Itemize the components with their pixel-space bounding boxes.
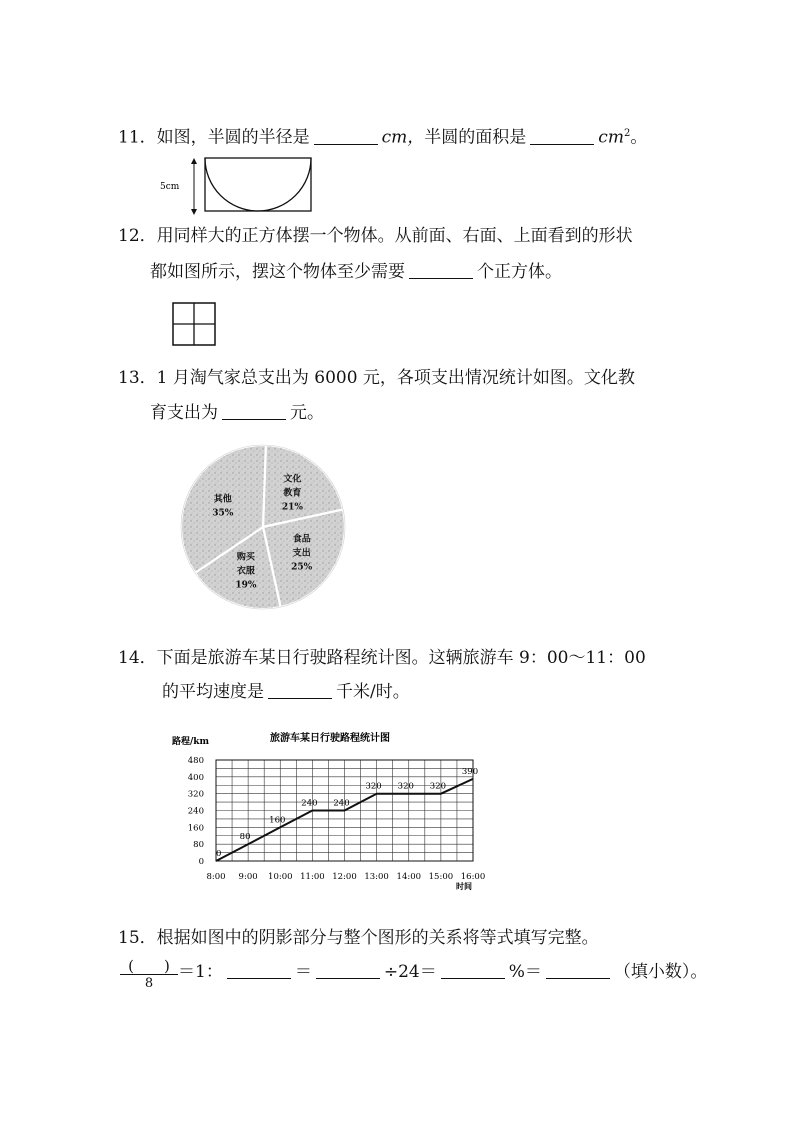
question-11 bbox=[118, 124, 647, 148]
q15-fraction-denominator: 8 bbox=[144, 976, 154, 991]
semicircle-figure bbox=[158, 154, 328, 218]
pie-slice-label: 教育 bbox=[283, 488, 302, 499]
q15-eq-5: （填小数）。 bbox=[613, 962, 708, 982]
q11-unit-2: cm bbox=[598, 127, 624, 148]
q12-number: 12． bbox=[118, 226, 157, 246]
q14-text-1: 下面是旅游车某日行驶路程统计图。这辆旅游车 9：00～11：00 bbox=[156, 648, 646, 668]
cube-view-figure bbox=[172, 302, 218, 348]
y-tick-label: 240 bbox=[187, 806, 204, 817]
question-14-line-1 bbox=[118, 648, 646, 668]
x-tick-label: 16:00 bbox=[460, 872, 486, 882]
x-tick-label: 9:00 bbox=[238, 872, 258, 882]
question-14-line-2 bbox=[162, 682, 410, 702]
q12-blank-count[interactable] bbox=[409, 262, 473, 279]
y-tick-label: 80 bbox=[193, 840, 204, 851]
q15-fraction bbox=[118, 955, 180, 995]
q11-number: 11． bbox=[118, 127, 157, 148]
q14-text-2: 的平均速度是 bbox=[162, 682, 264, 702]
travel-distance-line-chart bbox=[168, 726, 488, 896]
pie-slice-label: 支出 bbox=[292, 548, 311, 559]
q15-blank-percent[interactable] bbox=[441, 962, 505, 979]
chart-xlabel: 时间 bbox=[456, 881, 472, 891]
q15-eq-1: ＝1： bbox=[178, 962, 223, 982]
q14-number: 14． bbox=[118, 648, 157, 668]
question-15-line-1 bbox=[118, 928, 599, 948]
data-point-label: 390 bbox=[461, 766, 479, 777]
q14-text-3: 千米/时。 bbox=[336, 682, 410, 702]
q11-unit-1: cm， bbox=[381, 127, 425, 148]
q11-blank-radius[interactable] bbox=[314, 128, 378, 145]
q15-eq-4: %＝ bbox=[508, 962, 542, 982]
semicircle-height-label: 5cm bbox=[160, 182, 180, 192]
x-tick-label: 11:00 bbox=[300, 872, 325, 882]
x-tick-label: 12:00 bbox=[332, 872, 357, 882]
x-tick-label: 8:00 bbox=[206, 872, 226, 882]
expense-pie-chart bbox=[178, 442, 348, 612]
semicircle-rectangle bbox=[205, 158, 311, 211]
y-tick-label: 160 bbox=[187, 823, 204, 834]
q12-text-1: 用同样大的正方体摆一个物体。从前面、右面、上面看到的形状 bbox=[156, 226, 633, 246]
q15-blank-decimal[interactable] bbox=[546, 962, 610, 979]
q13-number: 13． bbox=[118, 368, 157, 388]
data-point-label: 240 bbox=[333, 798, 350, 809]
q13-text-3: 元。 bbox=[290, 403, 324, 423]
question-12-line-1 bbox=[118, 226, 633, 246]
pie-slice-label: 21% bbox=[281, 502, 303, 513]
pie-slice-label: 食品 bbox=[292, 534, 311, 545]
q11-text-1: 如图，半圆的半径是 bbox=[156, 127, 310, 148]
q15-blank-ratio[interactable] bbox=[227, 962, 291, 979]
data-point-label: 320 bbox=[429, 781, 447, 792]
q15-eq-2: ＝ bbox=[294, 962, 312, 982]
q15-number: 15． bbox=[118, 928, 157, 948]
q11-end: 。 bbox=[630, 127, 648, 148]
pie-slice-label: 25% bbox=[291, 562, 313, 573]
q15-eq-3: ÷24＝ bbox=[383, 962, 437, 982]
y-tick-label: 480 bbox=[187, 756, 204, 766]
question-15-equation bbox=[178, 962, 707, 982]
q12-text-2: 都如图所示，摆这个物体至少需要 bbox=[150, 262, 405, 282]
pie-slice-label: 文化 bbox=[283, 474, 302, 485]
pie-slice-label: 19% bbox=[235, 580, 257, 591]
chart-ylabel: 路程/km bbox=[172, 737, 210, 747]
question-13-line-2 bbox=[150, 403, 324, 423]
arrow-up-icon bbox=[191, 158, 197, 164]
q13-text-1: 1 月淘气家总支出为 6000 元，各项支出情况统计如图。文化教 bbox=[156, 368, 635, 388]
question-12-line-2 bbox=[150, 262, 562, 282]
question-13-line-1 bbox=[118, 368, 635, 388]
q11-blank-area[interactable] bbox=[530, 128, 594, 145]
chart-title: 旅游车某日行驶路程统计图 bbox=[270, 733, 390, 744]
q13-text-2: 育支出为 bbox=[150, 403, 218, 423]
pie-slice-label: 其他 bbox=[213, 494, 232, 505]
q11-text-2: 半圆的面积是 bbox=[424, 127, 527, 148]
data-point-label: 0 bbox=[216, 849, 222, 859]
data-point-label: 320 bbox=[397, 781, 414, 792]
x-tick-label: 14:00 bbox=[396, 872, 422, 882]
data-point-label: 160 bbox=[269, 815, 286, 826]
q15-text-1: 根据如图中的阴影部分与整个图形的关系将等式填写完整。 bbox=[156, 928, 599, 948]
x-tick-label: 10:00 bbox=[268, 872, 293, 882]
y-tick-label: 0 bbox=[198, 857, 204, 867]
q11-unit-sup: 2 bbox=[623, 128, 631, 139]
q15-fraction-numerator[interactable]: ( ) bbox=[128, 957, 170, 975]
y-tick-label: 320 bbox=[187, 789, 204, 800]
q15-blank-dividend[interactable] bbox=[316, 962, 380, 979]
pie-slice-label: 35% bbox=[212, 508, 234, 519]
data-point-label: 240 bbox=[301, 798, 318, 809]
q12-text-3: 个正方体。 bbox=[477, 262, 562, 282]
y-tick-label: 400 bbox=[187, 772, 204, 783]
data-point-label: 80 bbox=[239, 832, 251, 843]
semicircle-arc bbox=[205, 158, 311, 211]
data-point-label: 320 bbox=[365, 781, 382, 792]
x-tick-label: 15:00 bbox=[428, 872, 454, 882]
q13-blank-amount[interactable] bbox=[222, 403, 286, 420]
pie-slice-label: 购买 bbox=[236, 552, 255, 563]
x-tick-label: 13:00 bbox=[364, 872, 389, 882]
q14-blank-speed[interactable] bbox=[268, 682, 332, 699]
pie-slice-label: 衣服 bbox=[236, 566, 255, 577]
arrow-down-icon bbox=[191, 209, 197, 215]
q15-fraction-bar bbox=[120, 974, 178, 975]
